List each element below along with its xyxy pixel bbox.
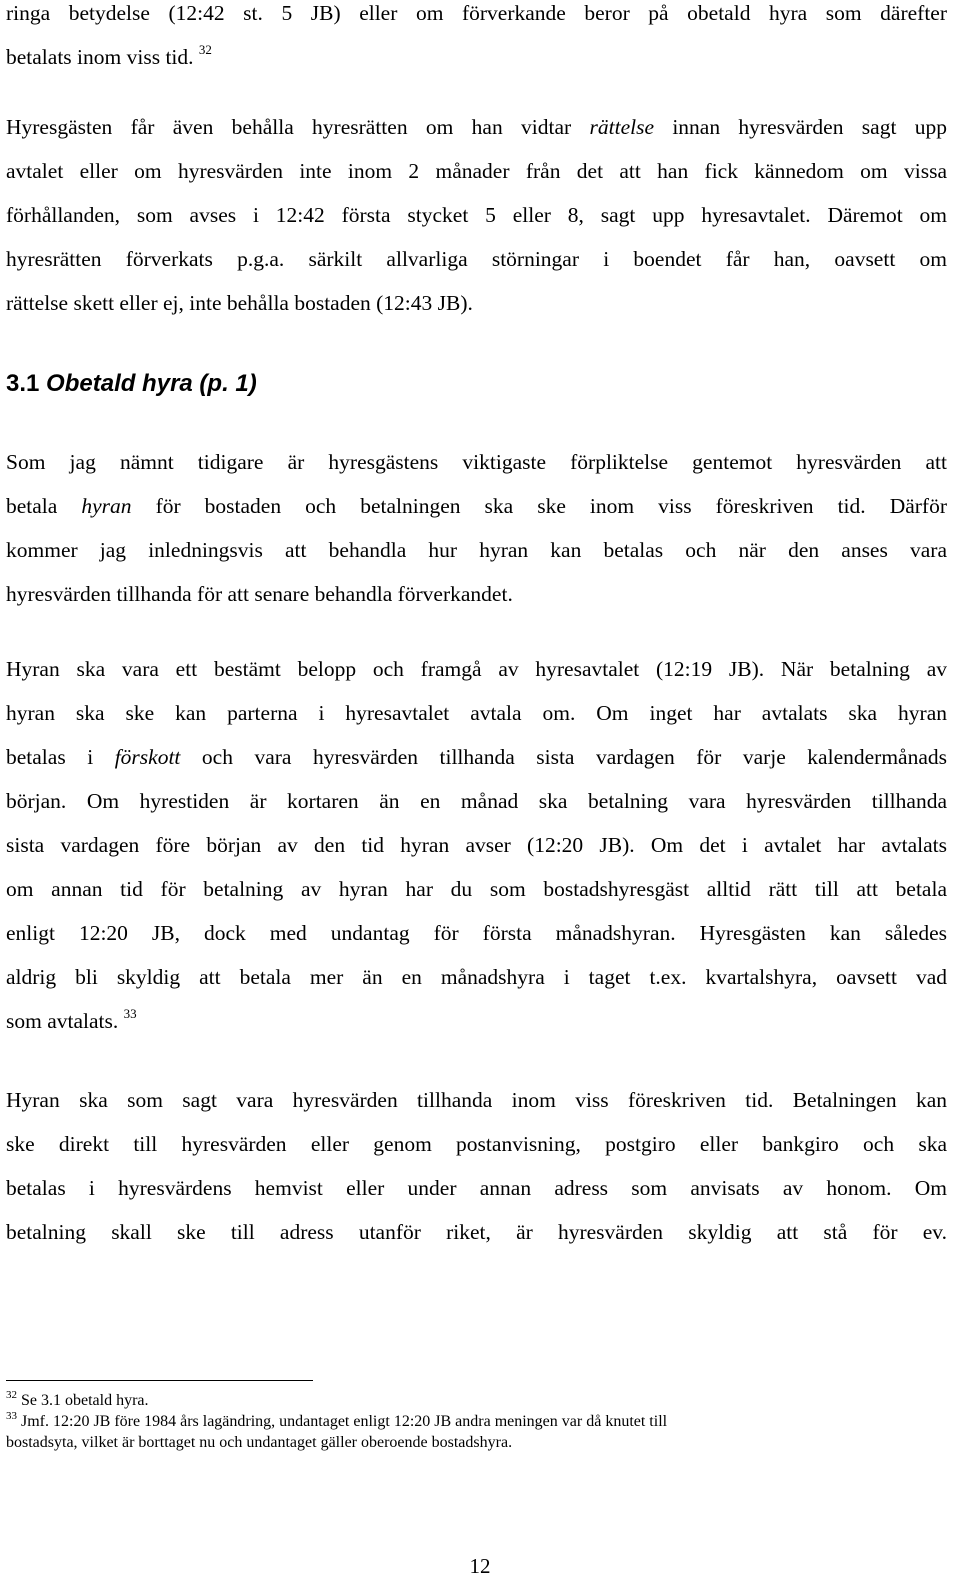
paragraph-line: förhållanden, som avses i 12:42 första stycket 5 eller 8, sagt upp hyresavtalet. Däremot om [6,203,947,227]
paragraph-line: början. Om hyrestiden är kortaren än en månad ska betalning vara hyresvärden tillhanda [6,789,947,813]
footnote-number: 32 [6,1389,17,1401]
emphasis-hyran: hyran [81,494,132,518]
paragraph-line: som avtalats. $^{33}$ [6,1006,137,1033]
paragraph-betalning [6,1078,947,1254]
footnote-ref-33[interactable]: 33 [123,1006,137,1021]
paragraph-line: sista vardagen före början av den tid hyran avser (12:20 JB). Om det i avtalet har avtalats [6,833,947,857]
footnote-33: $^{33}$ Jmf. 12:20 JB före 1984 års lagändring, undantaget enligt 12:20 JB andra meningen var då knutet till bostadsyta, vilket är borttaget nu och undantaget gäller oberoende bostadshyra. [6,1410,668,1451]
paragraph-line: Som jag nämnt tidigare är hyresgästens viktigaste förpliktelse gentemot hyresvärden att [6,450,947,474]
paragraph-line: aldrig bli skyldig att betala mer än en månadshyra i taget t.ex. kvartalshyra, oavsett vad [6,965,947,989]
section-number: 3.1 [6,370,40,397]
paragraph-intro [6,440,947,616]
paragraph-line: betala hyran för bostaden och betalningen ska ske inom viss föreskriven tid. Därför [6,494,947,518]
paragraph-line: avtalet eller om hyresvärden inte inom 2 månader från det att han fick kännedom om vissa [6,159,947,183]
section-heading [6,360,257,408]
emphasis-forskott: förskott [114,745,181,769]
paragraph-line: betalas i förskott och vara hyresvärden tillhanda sista vardagen för varje kalendermånads [6,745,947,769]
paragraph-line: om annan tid för betalning av hyran har du som bostadshyresgäst alltid rätt till att betala [6,877,947,901]
footnote-separator [6,1380,313,1381]
paragraph-rattelse [6,105,947,325]
paragraph-line: ske direkt till hyresvärden eller genom postanvisning, postgiro eller bankgiro och ska [6,1132,947,1156]
emphasis-rattelse: rättelse [589,115,655,139]
paragraph-line: Hyresgästen får även behålla hyresrätten om han vidtar rättelse innan hyresvärden sagt upp [6,115,947,139]
section-title: Obetald hyra (p. 1) [46,370,257,397]
paragraph-line: betalats inom viss tid. $^{32}$ [6,42,212,69]
footnote-number: 33 [6,1410,17,1422]
paragraph-line: enligt 12:20 JB, dock med undantag för första månadshyran. Hyresgästen kan således [6,921,947,945]
footnotes [6,1390,947,1453]
paragraph-line: rättelse skett eller ej, inte behålla bostaden (12:43 JB). [6,291,473,315]
footnote-32: $^{32}$ Se 3.1 obetald hyra. [6,1389,149,1409]
page-number: 12 [469,1554,491,1578]
paragraph-belopp [6,647,947,1043]
paragraph-line: hyresvärden tillhanda för att senare behandla förverkandet. [6,582,513,606]
paragraph-line: Hyran ska vara ett bestämt belopp och framgå av hyresavtalet (12:19 JB). När betalning av [6,657,947,681]
paragraph-line: Hyran ska som sagt vara hyresvärden tillhanda inom viss föreskriven tid. Betalningen kan [6,1088,947,1112]
paragraph-line: hyran ska ske kan parterna i hyresavtalet avtala om. Om inget har avtalats ska hyran [6,701,947,725]
paragraph-line: betalning skall ske till adress utanför riket, är hyresvärden skyldig att stå för ev. [6,1220,947,1244]
footnote-ref-32[interactable]: 32 [198,42,212,57]
top-paragraph [6,0,947,79]
paragraph-line: ringa betydelse (12:42 st. 5 JB) eller om förverkande beror på obetald hyra som därefter [6,1,947,25]
paragraph-line: kommer jag inledningsvis att behandla hur hyran kan betalas och när den anses vara [6,538,947,562]
paragraph-line: betalas i hyresvärdens hemvist eller under annan adress som anvisats av honom. Om [6,1176,947,1200]
paragraph-line: hyresrätten förverkats p.g.a. särkilt allvarliga störningar i boendet får han, oavsett om [6,247,947,271]
